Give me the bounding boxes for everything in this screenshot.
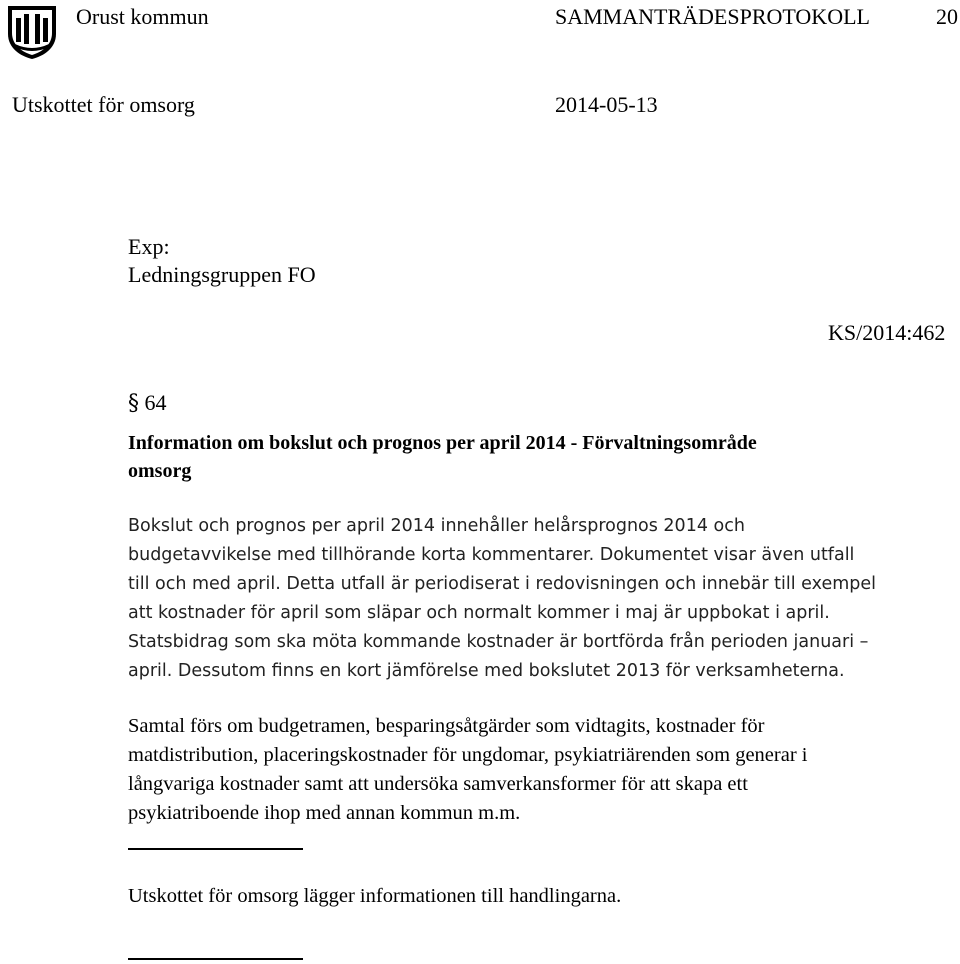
municipality-logo [6,4,58,60]
page-number: 20 [936,4,958,29]
section-title-line: Information om bokslut och prognos per april 2014 - Förvaltningsområde [128,432,757,454]
decision-text: Utskottet för omsorg lägger informationen till handlingarna. [128,885,622,907]
section-title [128,429,757,485]
section-symbol: § [128,391,139,416]
separator-line [128,958,303,960]
paragraph-line: Statsbidrag som ska möta kommande kostnader är bortförda från perioden januari – [128,632,869,652]
section-title-line: omsorg [128,460,192,482]
protocol-title: SAMMANTRÄDESPROTOKOLL [555,4,870,29]
case-number: KS/2014:462 [828,320,946,345]
paragraph-line: långvariga kostnader samt att undersöka samverkansformer för att skapa ett [128,773,748,795]
paragraph-line: matdistribution, placeringskostnader för ungdomar, psykiatriärenden som generar i [128,744,808,766]
paragraph-line: psykiatriboende ihop med annan kommun m.m. [128,802,521,824]
separator-line [128,848,303,850]
paragraph-line: Bokslut och prognos per april 2014 innehåller helårsprognos 2014 och [128,516,745,536]
committee-name: Utskottet för omsorg [12,92,195,117]
expedition-recipient: Ledningsgruppen FO [128,262,316,287]
paragraph-line: budgetavvikelse med tillhörande korta kommentarer. Dokumentet visar även utfall [128,545,855,565]
paragraph-discussion [128,712,938,828]
section-number-value: 64 [144,390,167,415]
paragraph-line: Samtal förs om budgetramen, besparingsåtgärder som vidtagits, kostnader för [128,715,765,737]
paragraph-line: april. Dessutom finns en kort jämförelse med bokslutet 2013 för verksamheterna. [128,661,845,681]
meeting-date: 2014-05-13 [555,92,658,117]
paragraph-summary [128,512,938,686]
section-number [128,390,167,417]
paragraph-line: att kostnader för april som släpar och normalt kommer i maj är uppbokat i april. [128,603,830,623]
expedition-label: Exp: [128,234,170,259]
paragraph-line: till och med april. Detta utfall är periodiserat i redovisningen och innebär till exempel [128,574,876,594]
municipality-name: Orust kommun [76,4,209,29]
